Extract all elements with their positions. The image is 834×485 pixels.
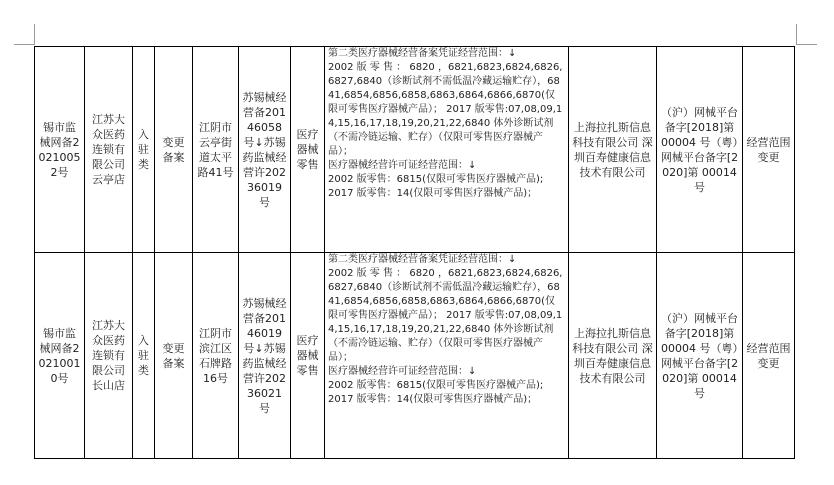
business-scope-cell — [325, 253, 569, 459]
address-cell: 江阴市云亭街道太平路41号 — [193, 47, 239, 253]
action-cell: 变更备案 — [155, 47, 193, 253]
scope-line: 2017 版零售：14(仅限可零售医疗器械产品)； — [328, 188, 538, 199]
scope-line: 2002 版 零 售 ： 6820 ，6821,6823,6824,6826,6827,6840（诊断试剂不需低温冷藏运输贮存），6841,6854,6856,6858,6863,6864,6866,6870(仅限可零售医疗器械产品）； 2017 版零售:07,08,09,14,15,16,17,18,19,20,21,22,6840 体外诊断试剂（不需冷链运输、贮存）（仅限可零售医疗器械产品）； — [328, 268, 563, 363]
scope-line: 2002 版零售：6815(仅限可零售医疗器械产品); — [328, 174, 544, 185]
scope-line: 医疗器械经营许可证经营范围：↓ — [328, 160, 477, 171]
platform-company-cell: 上海拉扎斯信息科技有限公司 深圳百寿健康信息技术有限公司 — [569, 47, 657, 253]
mode-cell: 入驻类 — [133, 47, 155, 253]
registration-table — [34, 46, 795, 459]
business-scope-cell — [325, 47, 569, 253]
platform-record-cell: （沪）网械平台备字[2018]第 00004 号（粤）网械平台备字[2020]第 00014 号 — [657, 253, 743, 459]
category-cell: 医疗器械零售 — [291, 253, 325, 459]
scope-line: 2017 版零售：14(仅限可零售医疗器械产品)； — [328, 394, 538, 405]
record-number-cell: 锡市监械网备20210052号 — [35, 47, 85, 253]
scope-line: 医疗器械经营许可证经营范围：↓ — [328, 366, 477, 377]
scope-line: 2002 版零售：6815(仅限可零售医疗器械产品); — [328, 380, 544, 391]
table-row — [35, 47, 795, 253]
table-row — [35, 253, 795, 459]
platform-record-cell: （沪）网械平台备字[2018]第 00004 号（粤）网械平台备字[2020]第 00014 号 — [657, 47, 743, 253]
action-cell: 变更备案 — [155, 253, 193, 459]
license-cell: 苏锡械经营备20146019号↓苏锡药监械经营许20236021号 — [239, 253, 291, 459]
mode-cell: 入驻类 — [133, 253, 155, 459]
change-type-cell: 经营范围变更 — [743, 253, 795, 459]
platform-company-cell: 上海拉扎斯信息科技有限公司 深圳百寿健康信息技术有限公司 — [569, 253, 657, 459]
category-cell: 医疗器械零售 — [291, 47, 325, 253]
pharmacy-name-cell: 江苏大众医药连锁有限公司长山店 — [85, 253, 133, 459]
address-cell: 江阴市滨江区石牌路16号 — [193, 253, 239, 459]
scope-line: 第二类医疗器械经营备案凭证经营范围：↓ — [328, 48, 517, 59]
license-cell: 苏锡械经营备20146058号↓苏锡药监械经营许20236019号 — [239, 47, 291, 253]
crop-mark-top-left — [14, 24, 35, 45]
pharmacy-name-cell: 江苏大众医药连锁有限公司云亭店 — [85, 47, 133, 253]
scope-line: 2002 版 零 售 ： 6820 ，6821,6823,6824,6826,6827,6840（诊断试剂不需低温冷藏运输贮存），6841,6854,6856,6858,6863,6864,6866,6870(仅限可零售医疗器械产品）； 2017 版零售:07,08,09,14,15,16,17,18,19,20,21,22,6840 体外诊断试剂（不需冷链运输、贮存）（仅限可零售医疗器械产品）； — [328, 62, 563, 157]
change-type-cell: 经营范围变更 — [743, 47, 795, 253]
scope-line: 第二类医疗器械经营备案凭证经营范围：↓ — [328, 254, 517, 265]
crop-mark-top-right — [796, 24, 817, 45]
record-number-cell: 锡市监械网备20210010号 — [35, 253, 85, 459]
